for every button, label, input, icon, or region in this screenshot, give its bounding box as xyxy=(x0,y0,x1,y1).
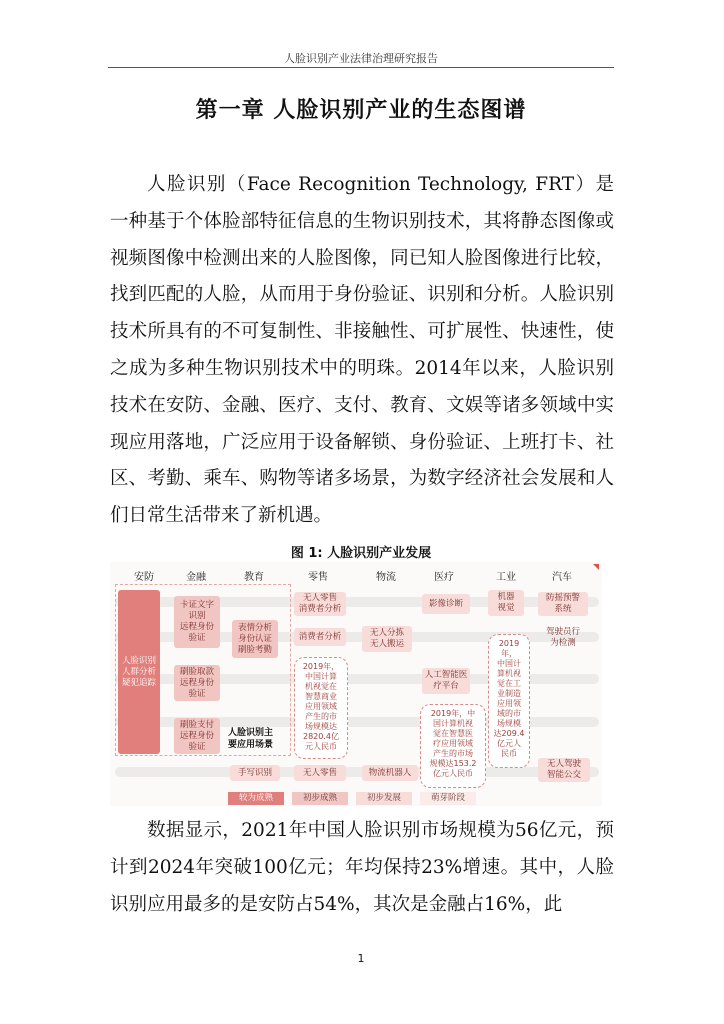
annotation-medical: 2019年，中 国计算机视 觉在智慧医 疗应用领域 产生的市场 规模达153.2 亿元人民币 xyxy=(420,704,486,788)
legend-developing: 初步发展 xyxy=(356,792,412,805)
column-header: 教育 xyxy=(244,572,264,583)
legend-mature: 较为成熟 xyxy=(228,792,284,805)
annotation-industry: 2019年， 中国计 算机视 觉在工 业制造 应用领 域的市 场规模 达209.4 亿元人 民币 xyxy=(488,634,530,768)
box-logistics-robot: 物流机器人 xyxy=(362,765,418,781)
box-finance-withdraw: 刷脸取款 远程身份 验证 xyxy=(174,665,220,701)
header-rule xyxy=(108,67,614,68)
box-education: 表情分析 身份认证 刷脸考勤 xyxy=(232,620,278,658)
box-finance-payment: 刷脸支付 远程身份 验证 xyxy=(174,718,220,754)
box-retail-consumer: 消费者分析 xyxy=(294,628,346,646)
corner-mark xyxy=(593,564,599,570)
key-label: 人脸识别主 要应用场景 xyxy=(228,728,274,750)
column-header: 金融 xyxy=(186,572,206,583)
column-header: 汽车 xyxy=(552,572,572,583)
column-header: 物流 xyxy=(376,572,396,583)
column-header: 医疗 xyxy=(434,572,454,583)
box-logistics: 无人分拣 无人搬运 xyxy=(362,626,412,652)
box-finance-card-recognition: 卡证文字 识别 远程身份 验证 xyxy=(174,596,220,648)
box-auto-driver: 驾驶员行 为检测 xyxy=(545,627,580,648)
chapter-title: 第一章 人脸识别产业的生态图谱 xyxy=(195,98,527,123)
annotation-retail: 2019年， 中国计算 机视觉在 智慧商业 应用领域 产生的市 场规模达 2820.4亿 元人民币 xyxy=(294,657,348,759)
box-retail-unmanned: 无人零售 消费者分析 xyxy=(294,592,346,616)
box-medical-platform: 人工智能医 疗平台 xyxy=(422,668,470,694)
column-header: 安防 xyxy=(134,572,154,583)
row-band xyxy=(115,767,599,777)
legend-emerging: 萌芽阶段 xyxy=(420,792,476,805)
box-auto-warning: 防摇预警 系统 xyxy=(538,592,588,616)
legend-early-mature: 初步成熟 xyxy=(292,792,348,805)
box-bottom-retail: 无人零售 xyxy=(294,765,346,781)
box-handwriting: 手写识别 xyxy=(230,765,280,781)
figure-caption: 图 1: 人脸识别产业发展 xyxy=(290,546,432,561)
paragraph-market-data: 数据显示，2021年中国人脸识别市场规模为56亿元，预计到2024年突破100亿元；年均保持23%增速。其中，人脸识别应用最多的是安防占54%，其次是金融占16%，此 xyxy=(110,820,614,915)
page-number: 1 xyxy=(357,952,365,965)
column-header: 零售 xyxy=(308,572,328,583)
box-security: 人脸识别 人群分析 疑犯追踪 xyxy=(118,590,160,754)
running-header: 人脸识别产业法律治理研究报告 xyxy=(284,52,438,65)
box-auto-driverless: 无人驾驶 智能公交 xyxy=(538,758,590,782)
paragraph-intro: 人脸识别（Face Recognition Technology, FRT）是一种基于个体脸部特征信息的生物识别技术，其将静态图像或视频图像中检测出来的人脸图像，同已知人脸图像进行比较，找到匹配的人脸，从而用于身份验证、识别和分析。人脸识别技术所具有的不可复制性、非接触性、可扩展性、快速性，使之成为多种生物识别技术中的明珠。2014年以来，人脸识别技术在安防、金融、医疗、支付、教育、文娱等诸多领域中实现应用落地，广泛应用于设备解锁、身份验证、上班打卡、社区、考勤、乘车、购物等诸多场景，为数字经济社会发展和人们日常生活带来了新机遇。 xyxy=(110,174,614,527)
column-header: 工业 xyxy=(496,572,516,583)
industry-development-figure xyxy=(110,562,602,806)
box-medical-imaging: 影像诊断 xyxy=(422,594,470,614)
box-industry-vision: 机器 视觉 xyxy=(488,590,524,616)
